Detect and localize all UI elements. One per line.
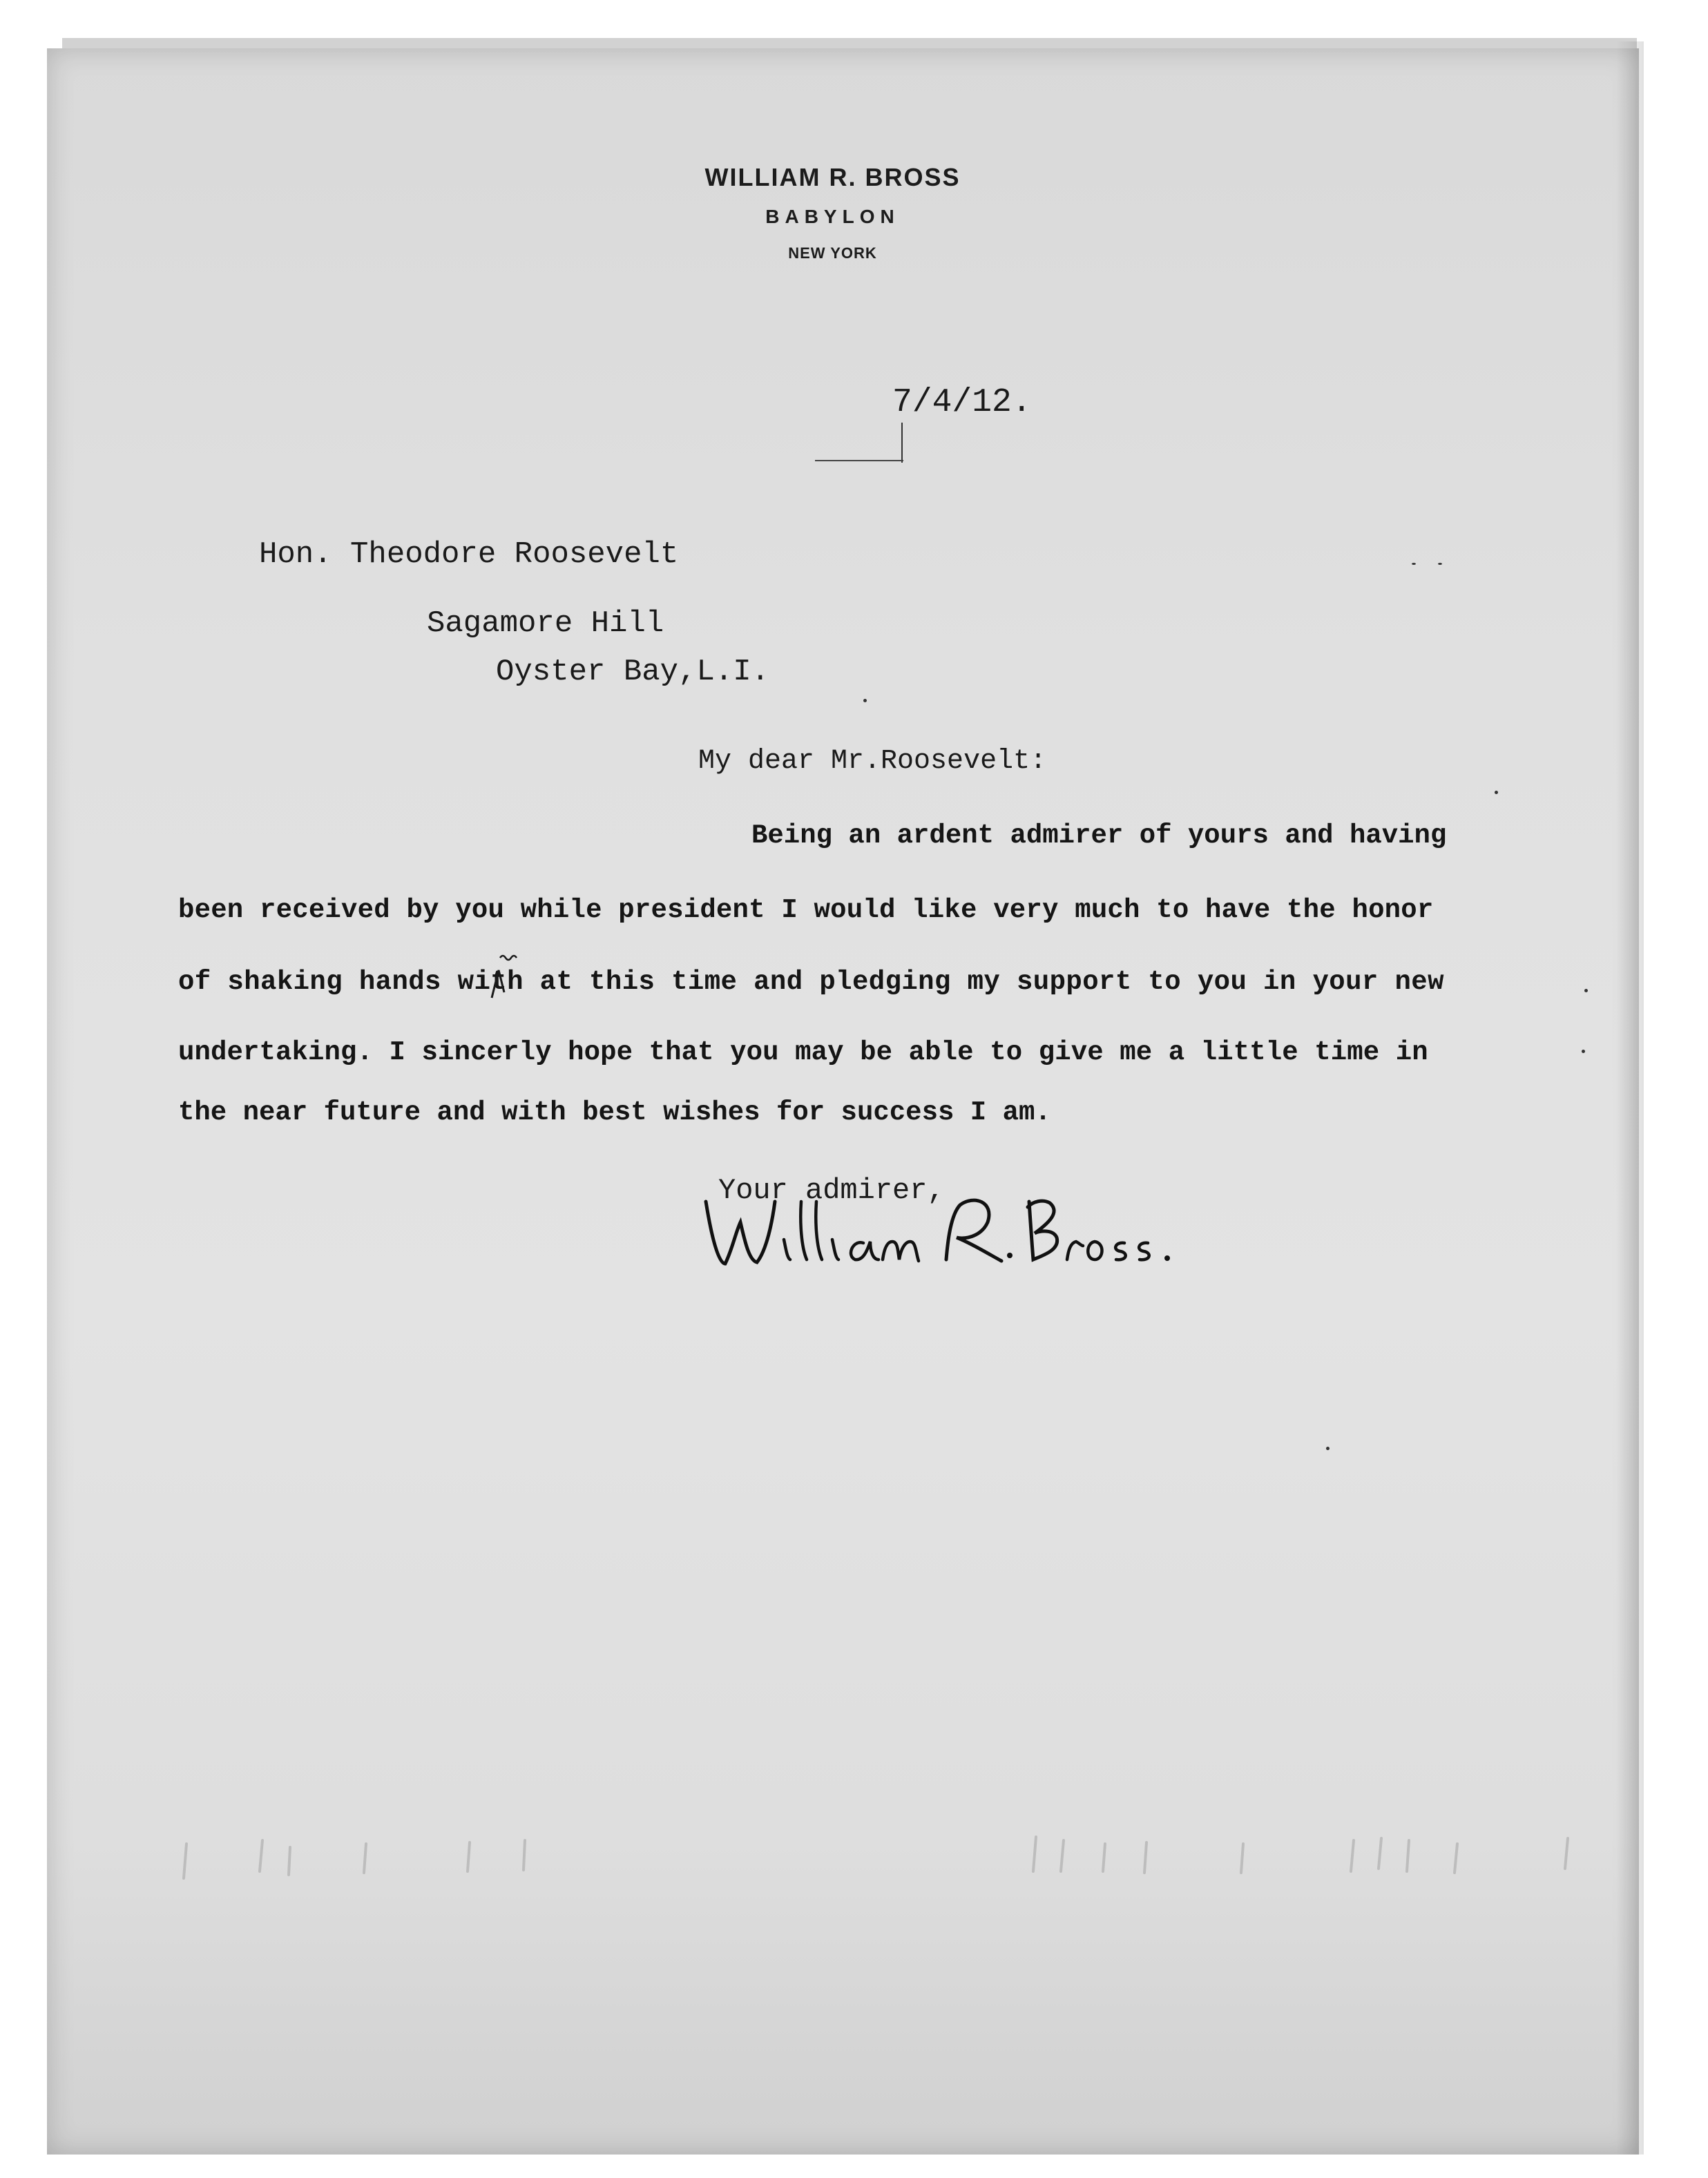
body-line: the near future and with best wishes for success I am. xyxy=(178,1097,1051,1128)
pencil-mark xyxy=(901,423,903,463)
letterhead-state: NEW YORK xyxy=(788,244,877,262)
body-line: Being an ardent admirer of yours and having xyxy=(751,820,1447,851)
paper-speck xyxy=(1438,563,1442,565)
handwritten-insertion-mark xyxy=(483,950,525,1005)
paper-speck xyxy=(1582,1050,1585,1053)
recipient-address-line2: Oyster Bay,L.I. xyxy=(496,655,770,689)
paper-speck xyxy=(1584,989,1588,992)
closing: Your admirer, xyxy=(718,1174,945,1207)
pencil-mark xyxy=(815,460,903,461)
letterhead-name: WILLIAM R. BROSS xyxy=(704,163,961,191)
sheet-edge xyxy=(1616,41,1644,2155)
recipient-name: Hon. Theodore Roosevelt xyxy=(259,537,679,572)
body-line: been received by you while president I would like very much to have the honor xyxy=(178,895,1434,925)
paper-speck xyxy=(1326,1447,1330,1450)
letter-date: 7/4/12. xyxy=(892,384,1032,421)
paper-speck xyxy=(1412,563,1416,565)
recipient-address-line1: Sagamore Hill xyxy=(427,606,664,641)
salutation: My dear Mr.Roosevelt: xyxy=(698,746,1047,777)
handwritten-signature xyxy=(698,1174,1181,1278)
body-line: of shaking hands with at this time and pledging my support to you in your new xyxy=(178,967,1444,997)
letterhead-city: BABYLON xyxy=(765,206,900,227)
paper-speck xyxy=(1495,791,1498,794)
paper-speck xyxy=(863,699,867,702)
body-line: undertaking. I sincerly hope that you may be able to give me a little time in xyxy=(178,1037,1428,1068)
paper-bleed-marks xyxy=(166,1823,1616,1899)
